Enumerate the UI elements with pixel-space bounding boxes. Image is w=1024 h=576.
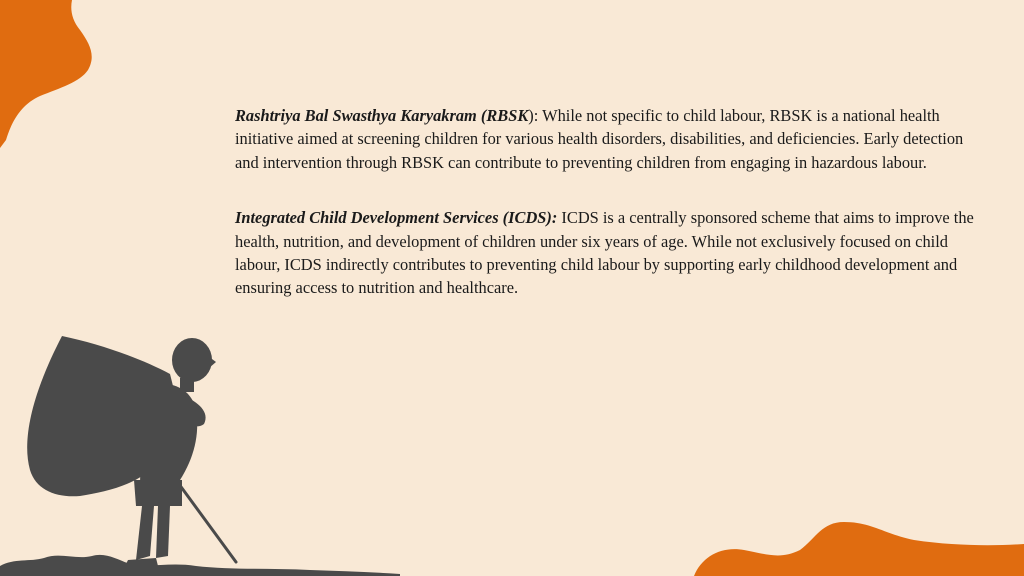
- paragraph-rbsk: [235, 104, 975, 174]
- rbsk-term: Rashtriya Bal Swasthya Karyakram (RBSK: [235, 106, 529, 125]
- orange-wave-bottom-right: [694, 520, 1024, 576]
- icds-term: Integrated Child Development Services (ICDS):: [235, 208, 558, 228]
- slide-content: [235, 104, 975, 300]
- orange-blob-top-left: [0, 0, 100, 150]
- paragraph-icds: [235, 206, 975, 300]
- icds-description: ICDS is a centrally sponsored scheme that aims to improve the health, nutrition, and development of children under six years of age. While not exclusively focused on child labour, ICDS indirectly contributes to preventing child labour by supporting early childhood development and ensuring access to nutrition and healthcare.: [235, 208, 974, 298]
- rbsk-description: : While not specific to child labour, RBSK is a national health initiative aimed at screening children for various health disorders, disabilities, and deficiencies. Early detection and intervention through RBSK can contribute to preventing children from engaging in hazardous labour.: [235, 106, 964, 172]
- child-labour-silhouette: [0, 330, 400, 576]
- rbsk-term-close: ): [528, 106, 534, 125]
